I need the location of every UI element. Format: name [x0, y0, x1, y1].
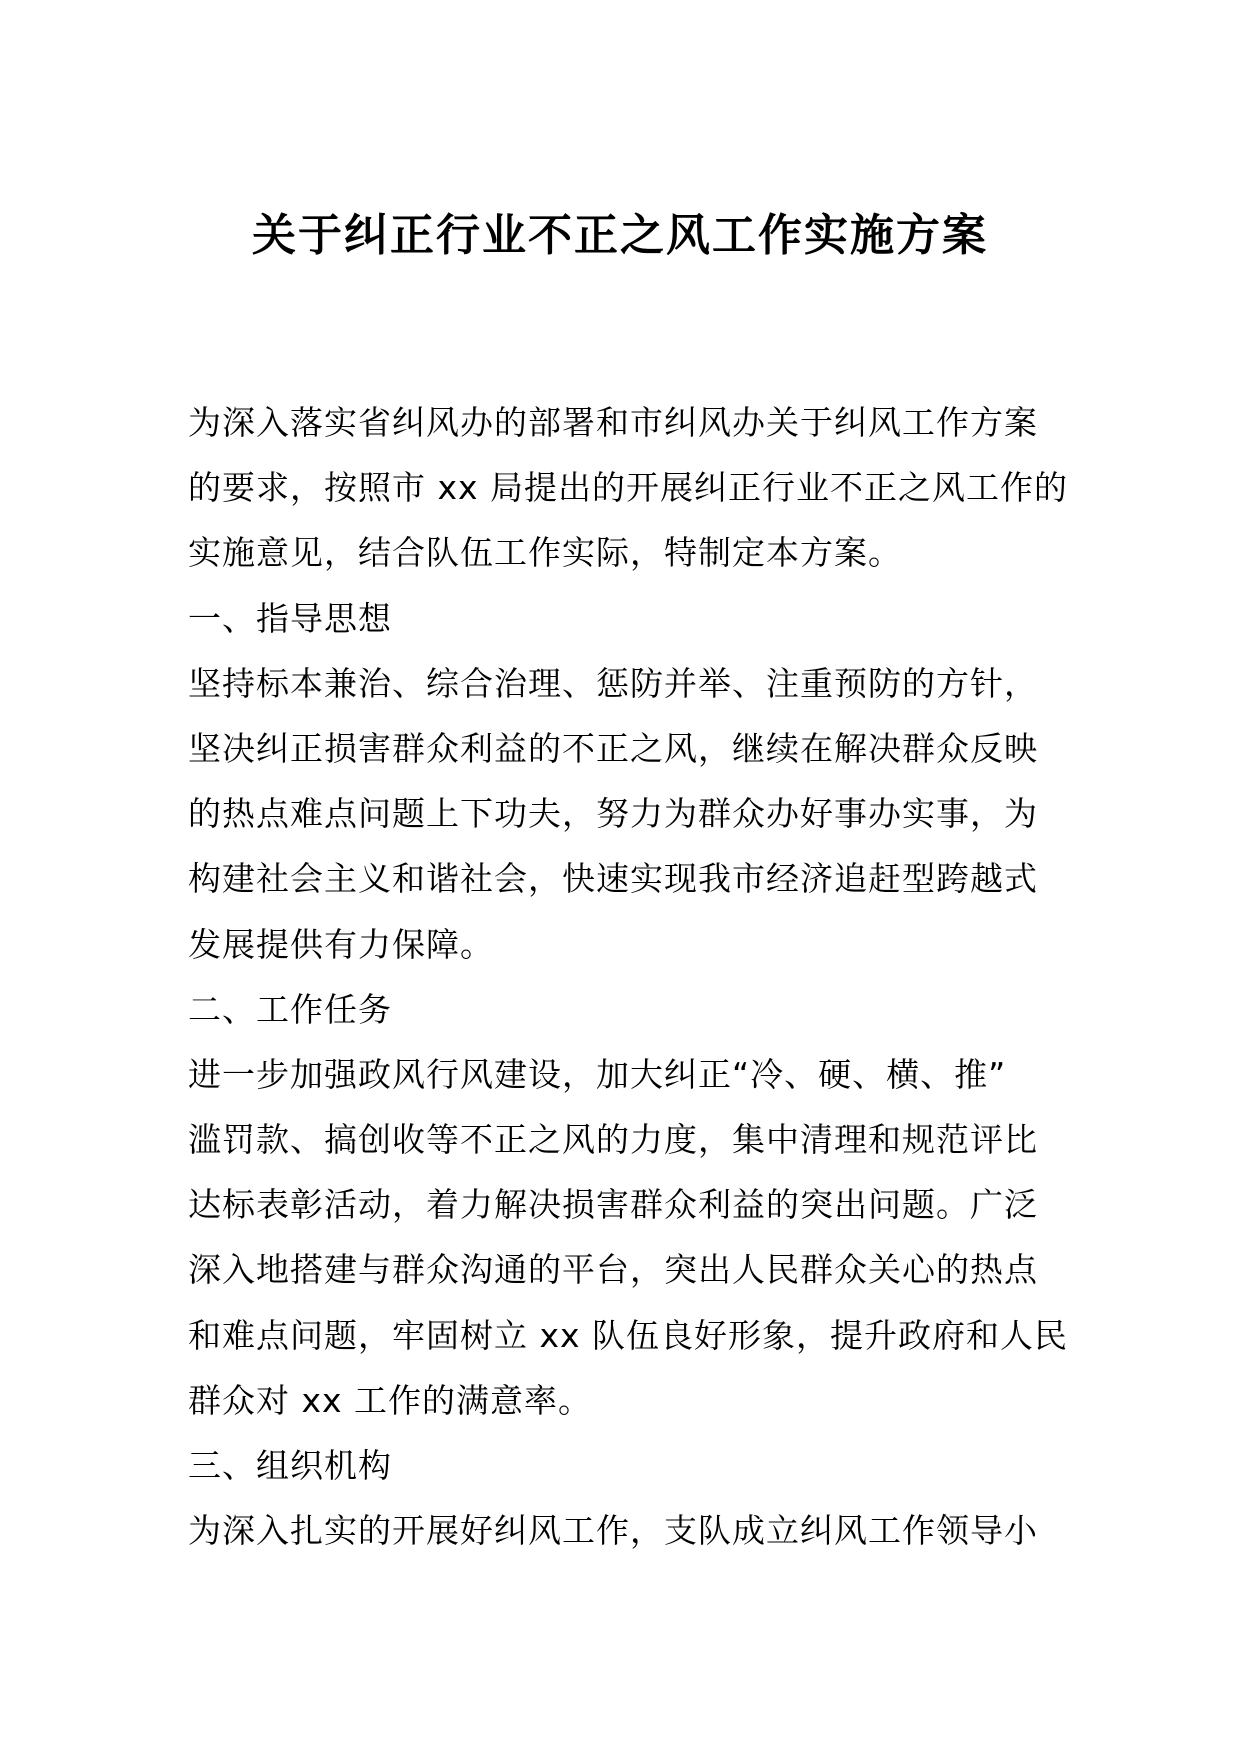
section-heading: 三、组织机构: [188, 1446, 392, 1485]
body-line: 为深入扎实的开展好纠风工作，支队成立纠风工作领导小: [188, 1511, 1038, 1551]
body-line: 达标表彰活动，着力解决损害群众利益的突出问题。广泛: [188, 1185, 1038, 1225]
section-heading: 一、指导思想: [188, 598, 392, 638]
body-line: 为深入落实省纠风办的部署和市纠风办关于纠风工作方案: [188, 403, 1038, 442]
body-line: 构建社会主义和谐社会，快速实现我市经济追赶型跨越式: [188, 859, 1038, 899]
document-title: 关于纠正行业不正之风工作实施方案: [252, 210, 988, 261]
body-line: 和难点问题，牢固树立 xx 队伍良好形象，提升政府和人民: [188, 1315, 1069, 1355]
body-line: 滥罚款、搞创收等不正之风的力度，集中清理和规范评比: [188, 1120, 1038, 1160]
body-line: 发展提供有力保障。: [188, 924, 494, 964]
body-line: 实施意见，结合队伍工作实际，特制定本方案。: [188, 533, 902, 573]
body-line: 群众对 xx 工作的满意率。: [188, 1380, 593, 1420]
body-line: 进一步加强政风行风建设，加大纠正“冷、硬、横、推”: [188, 1054, 1007, 1094]
body-line: 坚持标本兼治、综合治理、惩防并举、注重预防的方针，: [188, 663, 1038, 703]
section-heading: 二、工作任务: [188, 989, 392, 1029]
body-line: 深入地搭建与群众沟通的平台，突出人民群众关心的热点: [188, 1250, 1038, 1290]
document-body: [188, 390, 1068, 1563]
body-line: 的热点难点问题上下功夫，努力为群众办好事办实事，为: [188, 794, 1038, 834]
body-line: 的要求，按照市 xx 局提出的开展纠正行业不正之风工作的: [188, 468, 1069, 508]
body-line: 坚决纠正损害群众利益的不正之风，继续在解决群众反映: [188, 728, 1038, 768]
